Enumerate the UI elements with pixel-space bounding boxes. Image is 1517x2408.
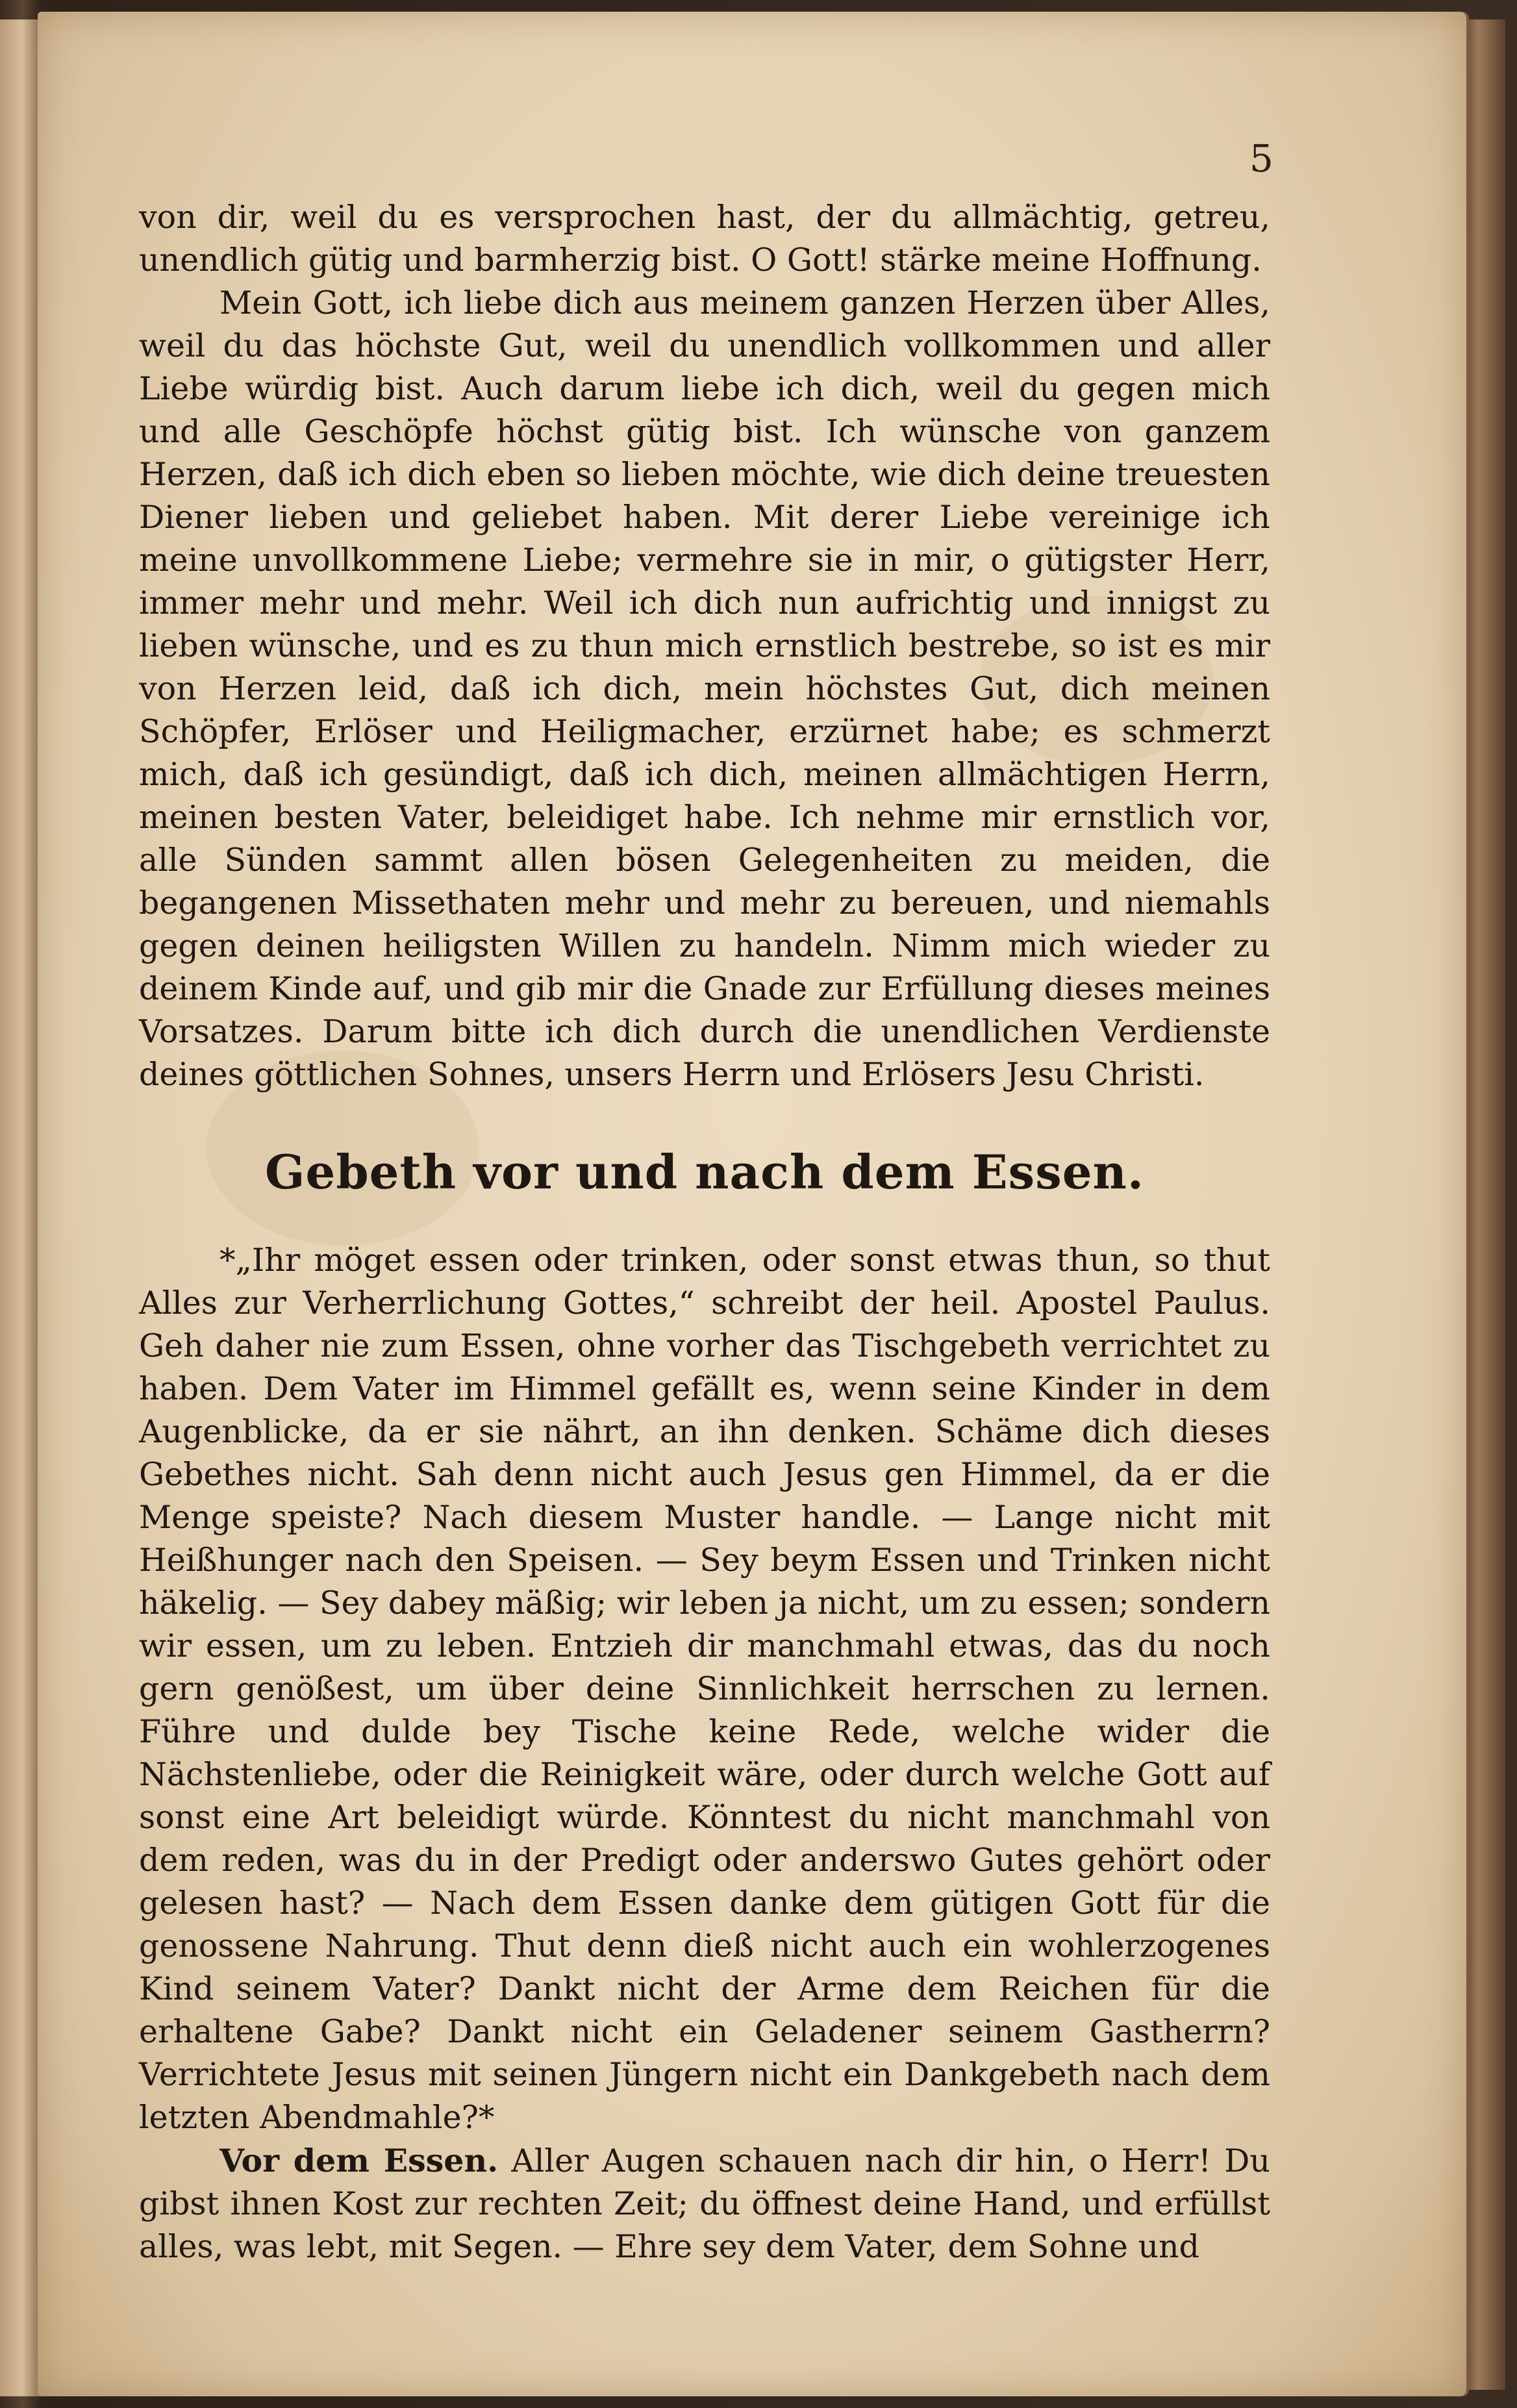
page-number: 5 (1249, 136, 1273, 181)
paragraph-before-meal-prayer (139, 2139, 1270, 2268)
left-page-edge (0, 19, 42, 2396)
paragraph-hope-continuation: von dir, weil du es versprochen hast, der du allmächtig, getreu, unendlich gütig und barmherzig bist. O Gott! stärke meine Hoffnung. (139, 199, 1270, 279)
section-heading: Gebeth vor und nach dem Essen. (265, 1144, 1144, 1199)
paragraph-meal-instruction: *„Ihr möget essen oder trinken, oder sonst etwas thun, so thut Alles zur Verherrlichung Gottes,“ schreibt der heil. Apostel Paulus. Geh daher nie zum Essen, ohne vorher das Tischgebeth verrichtet zu haben. Dem Vater im Himmel gefällt es, wenn seine Kinder in dem Augenblicke, da er sie nährt, an ihn denken. Schäme dich dieses Gebethes nicht. Sah denn nicht auch Jesus gen Himmel, da er die Menge speiste? Nach diesem Muster handle. — Lange nicht mit Heißhunger nach den Speisen. — Sey beym Essen und Trinken nicht häkelig. — Sey dabey mäßig; wir leben ja nicht, um zu essen; sondern wir essen, um zu leben. Entzieh dir manchmahl etwas, das du noch gern genößest, um über deine Sinnlichkeit herrschen zu lernen. Führe und dulde bey Tische keine Rede, welche wider die Nächstenliebe, oder die Reinigkeit wäre, oder durch welche Gott auf sonst eine Art beleidigt würde. Könntest du nicht manchmahl von dem reden, was du in der Predigt oder anderswo Gutes gehört oder gelesen hast? — Nach dem Essen danke dem gütigen Gott für die genossene Nahrung. Thut denn dieß nicht auch ein wohlerzogenes Kind seinem Vater? Dankt nicht der Arme dem Reichen für die erhaltene Gabe? Dankt nicht ein Geladener seinem Gastherrn? Verrichtete Jesus mit seinen Jüngern nicht ein Dankgebeth nach dem letzten Abendmahle?* (139, 1242, 1270, 2136)
before-meal-text: Aller Augen schauen nach dir hin, o Herr! Du gibst ihnen Kost zur rechten Zeit; du öffnest deine Hand, und erfüllst alles, was lebt, mit Segen. — Ehre sey dem Vater, dem Sohne und (139, 2142, 1270, 2265)
book-spine-edge (1466, 19, 1505, 2390)
page-text (139, 196, 1270, 2268)
paragraph-act-of-love: Mein Gott, ich liebe dich aus meinem ganzen Herzen über Alles, weil du das höchste Gut, weil du unendlich vollkommen und aller Liebe würdig bist. Auch darum liebe ich dich, weil du gegen mich und alle Geschöpfe höchst gütig bist. Ich wünsche von ganzem Herzen, daß ich dich eben so lieben möchte, wie dich deine treuesten Diener lieben und geliebet haben. Mit derer Liebe vereinige ich meine unvollkommene Liebe; vermehre sie in mir, o gütigster Herr, immer mehr und mehr. Weil ich dich nun aufrichtig und innigst zu lieben wünsche, und es zu thun mich ernstlich bestrebe, so ist es mir von Herzen leid, daß ich dich, mein höchstes Gut, dich meinen Schöpfer, Erlöser und Heiligmacher, erzürnet habe; es schmerzt mich, daß ich gesündigt, daß ich dich, meinen allmächtigen Herrn, meinen besten Vater, beleidiget habe. Ich nehme mir ernstlich vor, alle Sünden sammt allen bösen Gelegenheiten zu meiden, die begangenen Missethaten mehr und mehr zu bereuen, und niemahls gegen deinen heiligsten Willen zu handeln. Nimm mich wieder zu deinem Kinde auf, und gib mir die Gnade zur Erfüllung dieses meines Vorsatzes. Darum bitte ich dich durch die unendlichen Verdienste deines göttlichen Sohnes, unsers Herrn und Erlösers Jesu Christi. (139, 284, 1270, 1093)
before-meal-label: Vor dem Essen. (219, 2142, 499, 2179)
